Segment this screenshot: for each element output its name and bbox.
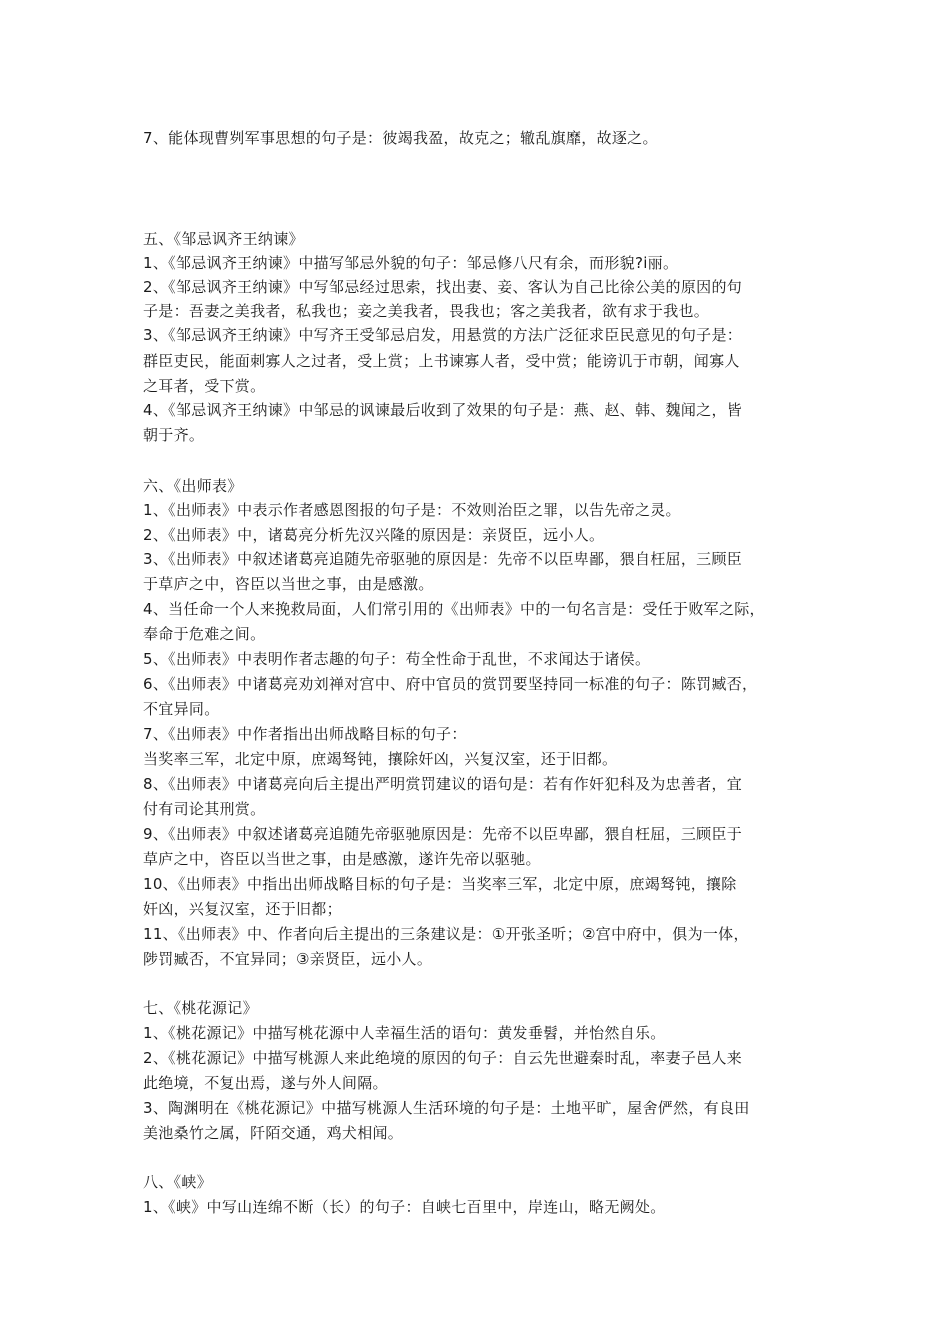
text-line: 4、《邹忌讽齐王纳谏》中邹忌的讽谏最后收到了效果的句子是：燕、赵、韩、魏闻之，皆 xyxy=(143,401,743,419)
text-line: 6、《出师表》中诸葛亮劝刘禅对宫中、府中官员的赏罚要坚持同一标准的句子：陈罚臧否， xyxy=(143,675,758,693)
text-line: 群臣吏民，能面刺寡人之过者，受上赏；上书谏寡人者，受中赏；能谤讥于市朝，闻寡人 xyxy=(143,352,740,370)
text-line: 不宜异同。 xyxy=(143,700,220,718)
text-line: 10、《出师表》中指出出师战略目标的句子是：当奖率三军，北定中原，庶竭驽钝，攘除 xyxy=(143,875,737,893)
text-line: 1、《出师表》中表示作者感恩图报的句子是：不效则治臣之罪，以告先帝之灵。 xyxy=(143,501,681,519)
text-line: 4、当任命一个人来挽救局面，人们常引用的《出师表》中的一句名言是：受任于败军之际， xyxy=(143,600,765,618)
text-line: 2、《邹忌讽齐王纳谏》中写邹忌经过思索，找出妻、妾、客认为自己比徐公美的原因的句 xyxy=(143,278,743,296)
text-line: 奸凶，兴复汉室，还于旧都； xyxy=(143,900,342,918)
text-line: 陟罚臧否，不宜异同；③亲贤臣，远小人。 xyxy=(143,950,433,968)
text-line: 2、《桃花源记》中描写桃源人来此绝境的原因的句子：自云先世避秦时乱，率妻子邑人来 xyxy=(143,1049,743,1067)
text-line: 3、《出师表》中叙述诸葛亮追随先帝驱驰的原因是：先帝不以臣卑鄙，猥自枉屈，三顾臣 xyxy=(143,550,743,568)
section-heading: 七、《桃花源记》 xyxy=(143,999,258,1017)
text-line: 于草庐之中，咨臣以当世之事，由是感激。 xyxy=(143,575,434,593)
section-heading: 六、《出师表》 xyxy=(143,477,243,495)
text-line: 子是：吾妻之美我者，私我也；妾之美我者，畏我也；客之美我者，欲有求于我也。 xyxy=(143,302,710,320)
text-line: 3、《邹忌讽齐王纳谏》中写齐王受邹忌启发，用悬赏的方法广泛征求臣民意见的句子是： xyxy=(143,326,743,344)
text-line: 1、《桃花源记》中描写桃花源中人幸福生活的语句：黄发垂髫，并怡然自乐。 xyxy=(143,1024,666,1042)
text-line: 付有司论其刑赏。 xyxy=(143,800,266,818)
text-line: 当奖率三军，北定中原，庶竭驽钝，攘除奸凶，兴复汉室，还于旧都。 xyxy=(143,750,618,768)
text-line: 之耳者，受下赏。 xyxy=(143,377,266,395)
text-line: 2、《出师表》中，诸葛亮分析先汉兴隆的原因是：亲贤臣，远小人。 xyxy=(143,526,605,544)
text-line: 5、《出师表》中表明作者志趣的句子：苟全性命于乱世，不求闻达于诸侯。 xyxy=(143,650,651,668)
text-line: 美池桑竹之属，阡陌交通，鸡犬相闻。 xyxy=(143,1124,404,1142)
text-line: 7、能体现曹刿军事思想的句子是：彼竭我盈，故克之；辙乱旗靡，故逐之。 xyxy=(143,129,658,147)
text-line: 朝于齐。 xyxy=(143,426,205,444)
text-line: 1、《峡》中写山连绵不断（长）的句子：自峡七百里中，岸连山，略无阙处。 xyxy=(143,1198,666,1216)
text-line: 此绝境，不复出焉，遂与外人间隔。 xyxy=(143,1074,388,1092)
text-line: 9、《出师表》中叙述诸葛亮追随先帝驱驰原因是：先帝不以臣卑鄙，猥自枉屈，三顾臣于 xyxy=(143,825,743,843)
text-line: 8、《出师表》中诸葛亮向后主提出严明赏罚建议的语句是：若有作奸犯科及为忠善者，宜 xyxy=(143,775,743,793)
section-heading: 五、《邹忌讽齐王纳谏》 xyxy=(143,230,304,248)
text-line: 11、《出师表》中、作者向后主提出的三条建议是：①开张圣听；②宫中府中，俱为一体， xyxy=(143,925,749,943)
text-line: 草庐之中，咨臣以当世之事，由是感激，遂许先帝以驱驰。 xyxy=(143,850,541,868)
section-heading: 八、《峡》 xyxy=(143,1173,213,1191)
text-line: 奉命于危难之间。 xyxy=(143,625,266,643)
text-line: 1、《邹忌讽齐王纳谏》中描写邹忌外貌的句子：邹忌修八尺有余，而形貌?i丽。 xyxy=(143,254,679,272)
text-line: 7、《出师表》中作者指出出师战略目标的句子： xyxy=(143,725,467,743)
text-line: 3、陶渊明在《桃花源记》中描写桃源人生活环境的句子是：土地平旷，屋舍俨然，有良田 xyxy=(143,1099,750,1117)
